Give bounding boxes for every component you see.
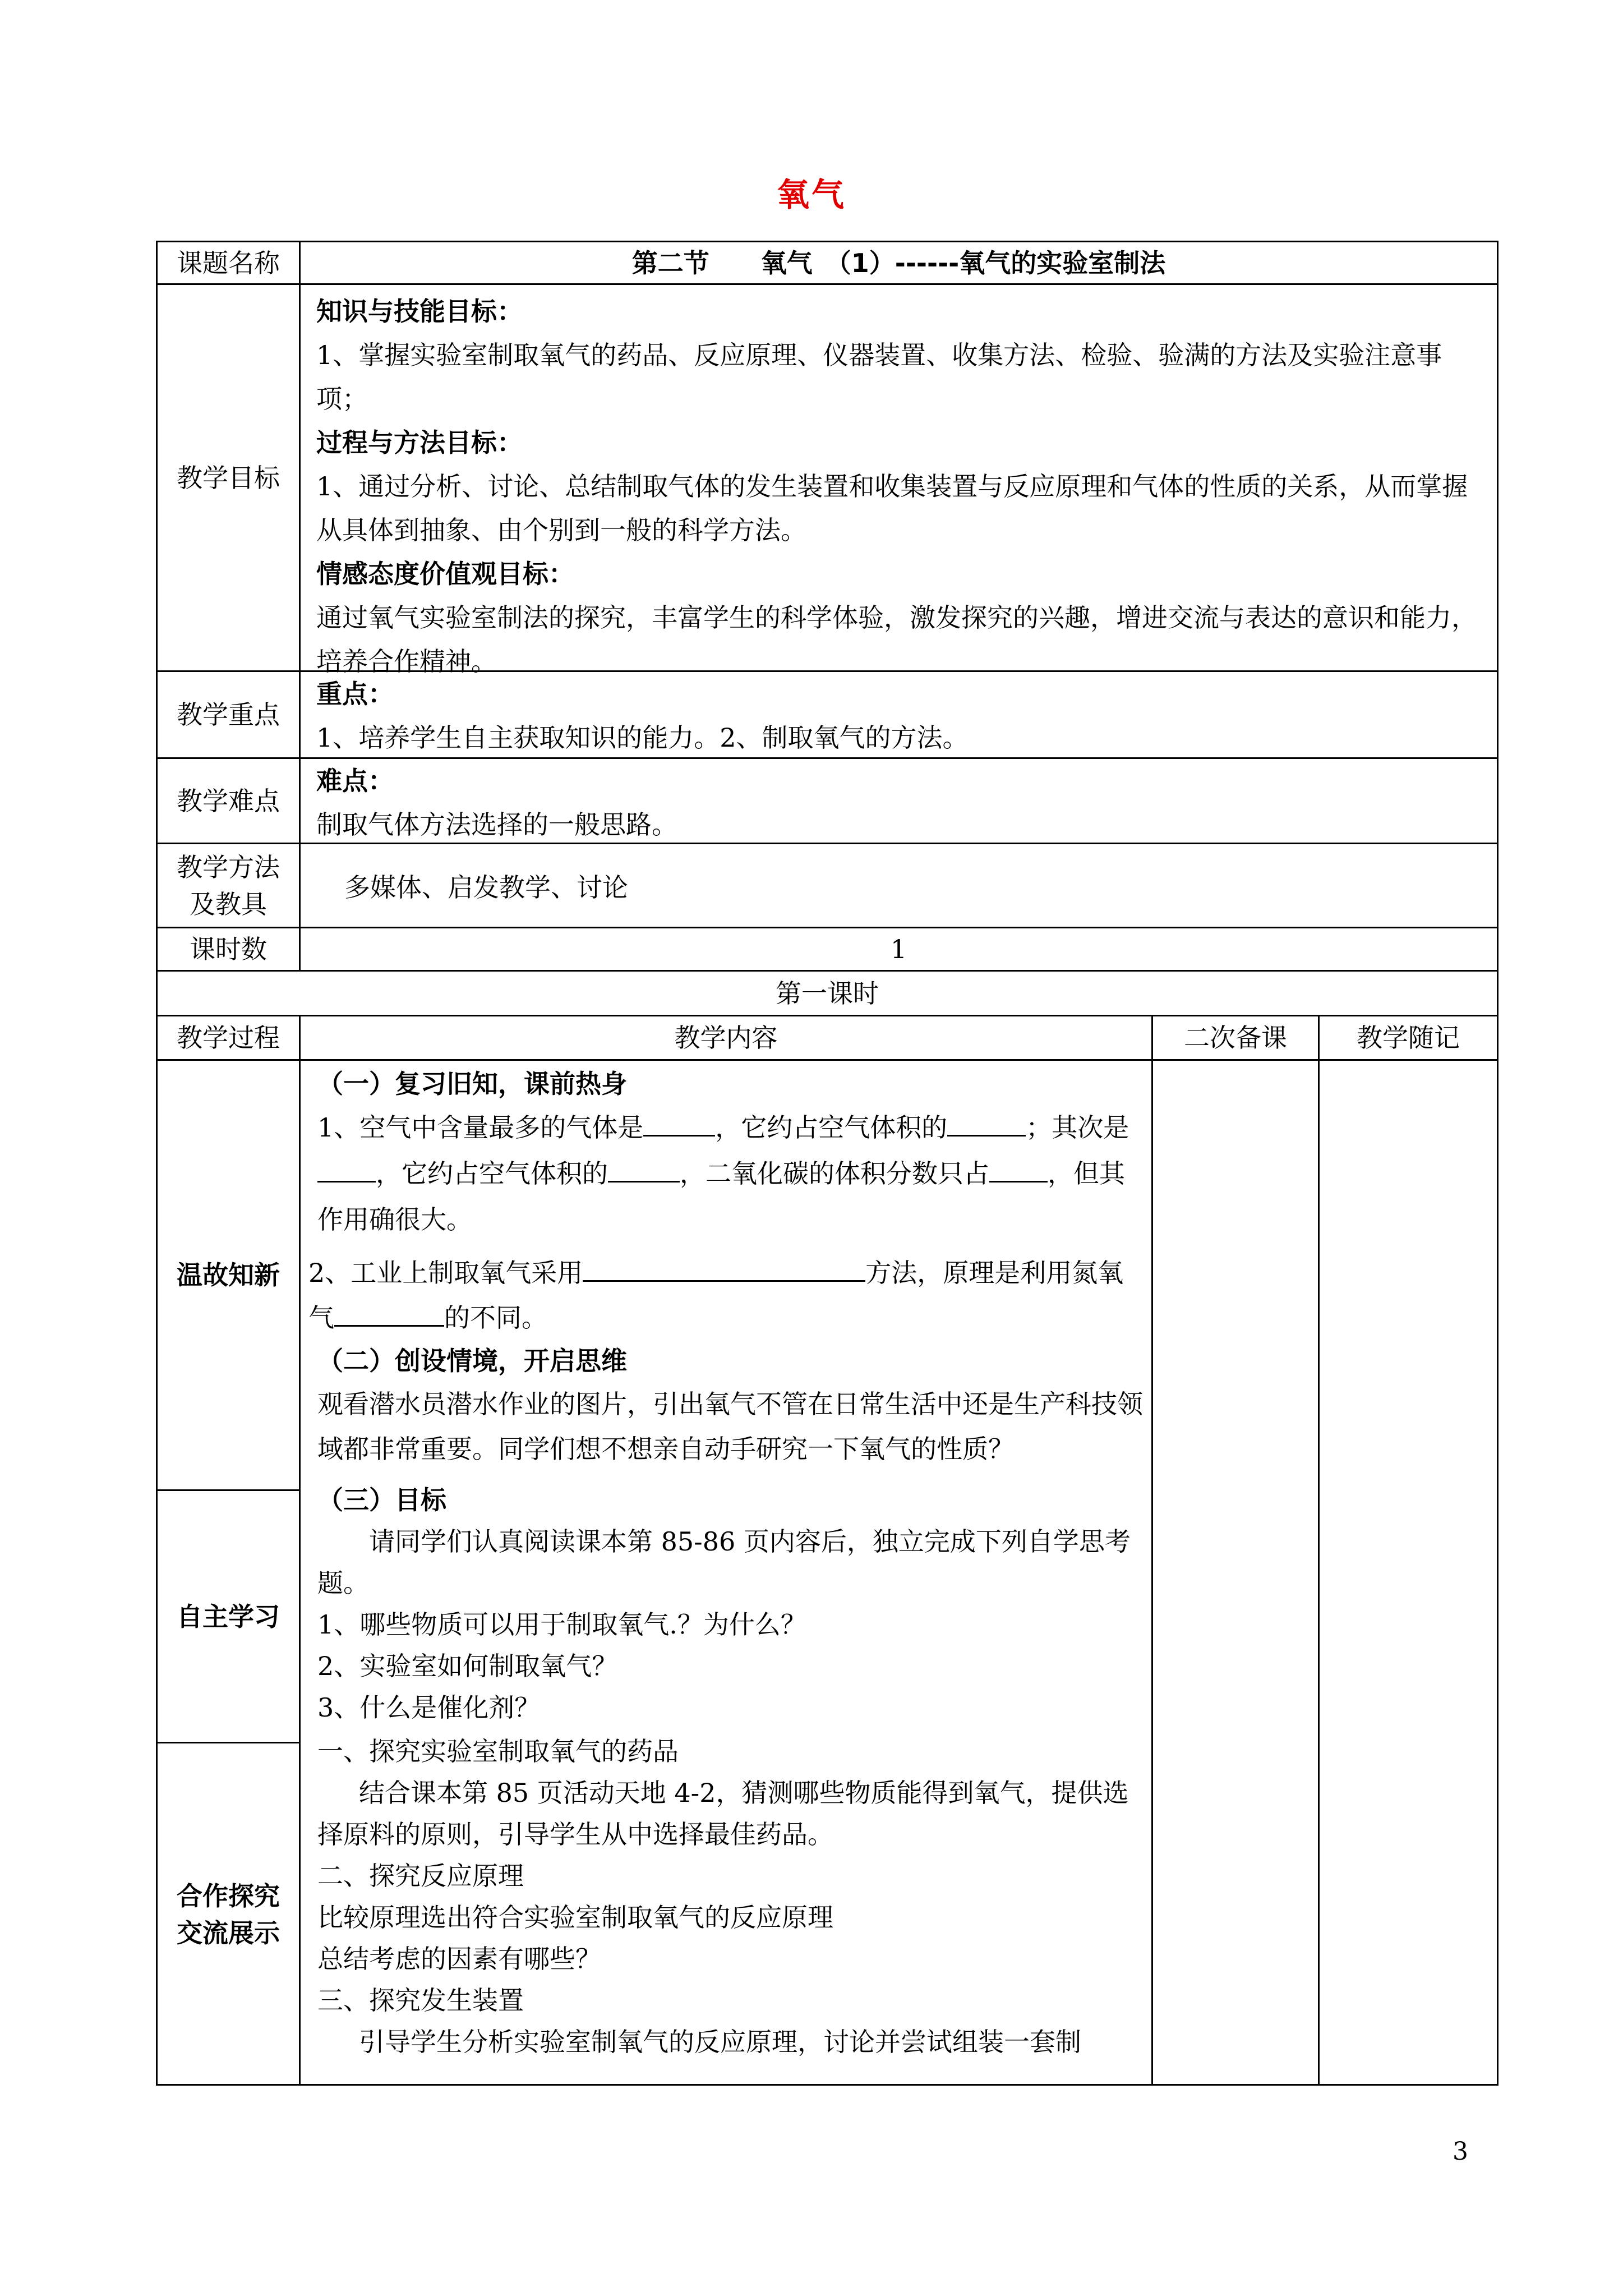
row-header [156, 1015, 1498, 1059]
section-self-study-label: 自主学习 [177, 1601, 280, 1632]
s3-q1: 1、哪些物质可以用于制取氧气.？为什么？ [317, 1609, 806, 1640]
goal-process-text: 1、通过分析、讨论、总结制取气体的发生装置和收集装置与反应原理和气体的性质的关系，从而掌握从具体到抽象、由个别到一般的科学方法。 [316, 471, 1468, 545]
s2-title: （二）创设情境，开启思维 [317, 1346, 627, 1376]
difficulty-content [299, 757, 1498, 843]
key-points-content [299, 670, 1498, 757]
row-topic [156, 241, 1498, 283]
section-cooperate-line1: 合作探究 [177, 1881, 280, 1911]
q1-text-f: ，但其作用确很大。 [317, 1158, 1125, 1235]
lesson-label: 第一课时 [156, 970, 1498, 1015]
section-review: 温故知新 [177, 1260, 280, 1290]
header-notes: 教学随记 [1318, 1015, 1498, 1059]
q1-text-d: ，它约占空气体积的 [376, 1158, 608, 1189]
goals-content [299, 283, 1498, 677]
label-difficulty: 教学难点 [156, 757, 299, 843]
notes-column [1318, 1059, 1498, 2086]
process-column [156, 1059, 299, 2086]
row-key-points [156, 670, 1498, 757]
key-points-text: 1、培养学生自主获取知识的能力。2、制取氧气的方法。 [316, 723, 969, 753]
section-self-study [158, 1489, 299, 1742]
header-process: 教学过程 [156, 1015, 299, 1059]
goal-heading-process: 过程与方法目标： [316, 427, 523, 458]
row-lesson [156, 970, 1498, 1015]
blank-5 [989, 1181, 1048, 1182]
s3-text: 请同学们认真阅读课本第 85-86 页内容后，独立完成下列自学思考题。 [317, 1526, 1131, 1598]
q2-text-a: 2、工业上制取氧气采用 [308, 1258, 583, 1288]
label-hours: 课时数 [156, 927, 299, 970]
goal-heading-attitude: 情感态度价值观目标： [316, 559, 574, 589]
blank-7 [334, 1325, 444, 1327]
row-body [156, 1059, 1498, 2086]
explore-1: 一、探究实验室制取氧气的药品 [317, 1736, 679, 1766]
hours-value: 1 [299, 927, 1498, 970]
q1-text-b: ，它约占空气体积的 [715, 1112, 948, 1143]
goal-attitude-text: 通过氧气实验室制法的探究，丰富学生的科学体验，激发探究的兴趣，增进交流与表达的意识和能力，培养合作精神。 [316, 602, 1477, 677]
q1-text-e: ，二氧化碳的体积分数只占 [680, 1158, 989, 1189]
explore-3-text: 引导学生分析实验室制氧气的反应原理，讨论并尝试组装一套制 [359, 2027, 1081, 2057]
explore-2-text-2: 总结考虑的因素有哪些？ [317, 1944, 601, 1974]
difficulty-heading: 难点： [316, 766, 394, 796]
label-goals: 教学目标 [156, 283, 299, 670]
row-difficulty [156, 757, 1498, 843]
page-number: 3 [1453, 2137, 1468, 2166]
label-key-points: 教学重点 [156, 670, 299, 757]
lesson-plan-table [156, 241, 1498, 2086]
explore-3: 三、探究发生装置 [317, 1985, 524, 2016]
q2-text-b: 方法，原理是利用氮氧气 [308, 1258, 1124, 1333]
key-points-heading: 重点： [316, 679, 394, 709]
goal-heading-knowledge: 知识与技能目标： [316, 296, 523, 326]
q1-text-c: ；其次是 [1026, 1112, 1129, 1143]
q2 [308, 1250, 1144, 1340]
s3-q3: 3、什么是催化剂？ [317, 1692, 541, 1723]
q1-text-a: 1、空气中含量最多的气体是 [317, 1112, 644, 1143]
s2-text: 观看潜水员潜水作业的图片，引出氧气不管在日常生活中还是生产科技领域都非常重要。同学们想不想亲自动手研究一下氧气的性质？ [317, 1389, 1143, 1464]
s3-q2: 2、实验室如何制取氧气？ [317, 1651, 618, 1681]
label-method [156, 843, 299, 927]
section-cooperate [158, 1742, 299, 2086]
label-method-line2: 及教具 [190, 889, 267, 919]
row-hours [156, 927, 1498, 970]
header-content: 教学内容 [299, 1015, 1151, 1059]
q2-text-c: 的不同。 [444, 1303, 547, 1333]
row-goals [156, 283, 1498, 677]
topic-value: 第二节 氧气 （1）------氧气的实验室制法 [299, 241, 1498, 283]
blank-6 [583, 1280, 865, 1282]
explore-2-text-1: 比较原理选出符合实验室制取氧气的反应原理 [317, 1902, 833, 1932]
explore-1-text: 结合课本第 85 页活动天地 4-2，猜测哪些物质能得到氧气，提供选择原料的原则，引导学生从中选择最佳药品。 [317, 1778, 1129, 1849]
header-second-prep: 二次备课 [1151, 1015, 1318, 1059]
second-prep-column [1151, 1059, 1318, 2086]
blank-3 [317, 1181, 376, 1182]
teaching-content [299, 1059, 1151, 2086]
method-value-cell [299, 843, 1498, 927]
q1 [308, 1105, 1144, 1243]
blank-1 [643, 1135, 715, 1137]
method-value: 多媒体、启发教学、讨论 [344, 872, 628, 903]
difficulty-text: 制取气体方法选择的一般思路。 [316, 809, 677, 840]
section-cooperate-line2: 交流展示 [177, 1918, 280, 1948]
page-title: 氧气 [776, 176, 846, 214]
explore-2: 二、探究反应原理 [317, 1861, 524, 1891]
s3-title: （三）目标 [317, 1485, 446, 1515]
blank-2 [947, 1135, 1026, 1137]
row-method [156, 843, 1498, 927]
blank-4 [608, 1181, 680, 1182]
goal-knowledge-text: 1、掌握实验室制取氧气的药品、反应原理、仪器装置、收集方法、检验、验满的方法及实验注意事项； [316, 340, 1442, 414]
label-method-line1: 教学方法 [177, 852, 280, 882]
label-topic: 课题名称 [156, 241, 299, 283]
s1-title: （一）复习旧知，课前热身 [317, 1069, 627, 1099]
